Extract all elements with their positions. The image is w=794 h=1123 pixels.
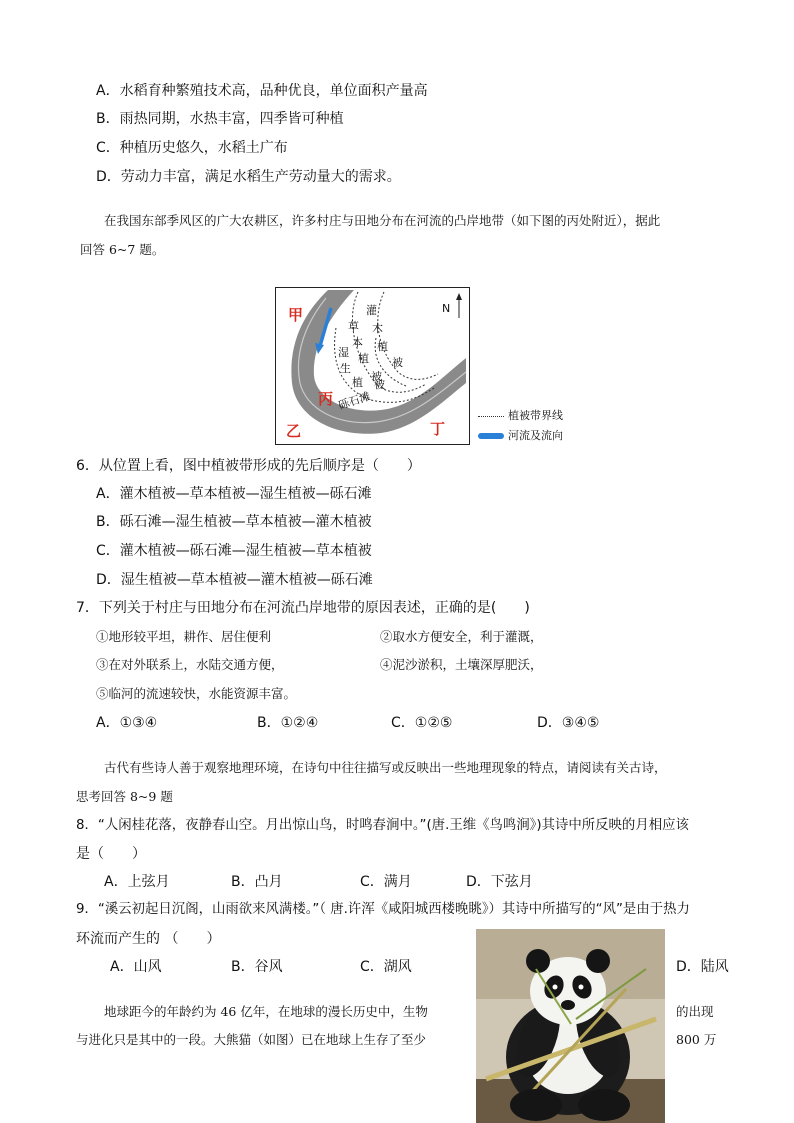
shrub-char-4: 被 — [392, 356, 403, 369]
wet-char-2: 生 — [340, 362, 351, 375]
q7-option-a: A．①③④ — [96, 715, 158, 731]
panda-illustration — [476, 929, 665, 1123]
herb-char-3: 植 — [358, 352, 369, 365]
intro-6-7-line2: 回答 6~7 题。 — [80, 242, 165, 257]
q9-stem-line2: 环流而产生的 （ ） — [76, 931, 221, 947]
q6-stem: 6．从位置上看，图中植被带形成的先后顺序是（ ） — [76, 458, 421, 474]
intro-6-7-line1: 在我国东部季风区的广大农耕区，许多村庄与田地分布在河流的凸岸地带（如下图的丙处附近），据此 — [104, 213, 661, 228]
shrub-char-2: 木 — [372, 322, 383, 335]
q7-stem: 7．下列关于村庄与田地分布在河流凸岸地带的原因表述，正确的是( ) — [76, 600, 530, 616]
q8-option-c: C．满月 — [360, 874, 412, 890]
herb-char-1: 草 — [348, 320, 359, 333]
legend-boundary — [478, 409, 563, 423]
q7-option-c: C．①②⑤ — [391, 715, 453, 731]
label-yi: 乙 — [286, 422, 302, 440]
legend-river — [478, 429, 563, 443]
wet-char-3: 植 — [352, 376, 363, 389]
intro-10-line2b: 800 万 — [676, 1032, 717, 1047]
q7-statement-2: ②取水方便安全，利于灌溉， — [380, 629, 543, 644]
q6-option-c: C．灌木植被—砾石滩—湿生植被—草本植被 — [96, 543, 372, 559]
boundary-line-1 — [352, 292, 426, 392]
q6-option-b: B．砾石滩—湿生植被—草本植被—灌木植被 — [96, 514, 372, 530]
wet-char-4: 被 — [374, 378, 385, 391]
q9-option-d: D．陆风 — [676, 959, 729, 975]
intro-10-line2a: 与进化只是其中的一段。大熊猫（如图）已在地球上生存了至少 — [76, 1032, 427, 1047]
shrub-char-3: 植 — [377, 340, 388, 353]
q8-option-b: B．凸月 — [231, 874, 283, 890]
q7-statement-5: ⑤临河的流速较快，水能资源丰富。 — [96, 686, 297, 701]
intro-10-line1b: 的出现 — [676, 1004, 714, 1019]
q6-option-a: A．灌木植被—草本植被—湿生植被—砾石滩 — [96, 486, 372, 502]
intro-8-9-line1: 古代有些诗人善于观察地理环境，在诗句中往往描写或反映出一些地理现象的特点，请阅读有关古诗， — [104, 760, 667, 775]
q8-stem-line2: 是（ ） — [76, 846, 146, 862]
herb-char-4: 被 — [371, 370, 382, 383]
q5-option-c: C．种植历史悠久，水稻土广布 — [96, 140, 288, 156]
legend-river-swatch — [478, 433, 504, 439]
label-ding: 丁 — [430, 420, 446, 438]
legend-boundary-swatch — [478, 416, 504, 417]
q6-option-d: D．湿生植被—草本植被—灌木植被—砾石滩 — [96, 572, 373, 588]
intro-10-line1a: 地球距今的年龄约为 46 亿年，在地球的漫长历史中，生物 — [104, 1004, 428, 1019]
intro-8-9-line2: 思考回答 8~9 题 — [76, 789, 173, 804]
q5-option-b: B．雨热同期，水热丰富，四季皆可种植 — [96, 111, 344, 127]
q7-statement-1: ①地形较平坦，耕作、居住便利 — [96, 629, 272, 644]
river-map-figure — [275, 287, 470, 445]
q9-option-b: B．谷风 — [231, 959, 283, 975]
shrub-char-1: 灌 — [366, 304, 377, 317]
wet-char-1: 湿 — [338, 346, 349, 359]
q9-stem-line1: 9．“溪云初起日沉阁，山雨欲来风满楼。”（ 唐.许浑《咸阳城西楼晚眺》）其诗中所描写的“风”是由于热力 — [76, 902, 690, 917]
legend-boundary-label: 植被带界线 — [508, 409, 563, 422]
label-jia: 甲 — [288, 306, 304, 324]
q9-option-c: C．湖风 — [360, 959, 412, 975]
q8-stem-line1: 8．“人闲桂花落，夜静春山空。月出惊山鸟，时鸣春涧中。”(唐.王维《鸟鸣涧》)其诗中所反映的月相应该 — [76, 818, 689, 833]
giant-panda-photo — [476, 929, 665, 1123]
label-bing: 丙 — [318, 390, 334, 408]
q9-option-a: A．山风 — [110, 959, 162, 975]
north-label: N — [442, 302, 451, 315]
gravel-label: 砾石滩 — [336, 389, 373, 413]
q5-option-a: A．水稻育种繁殖技术高，品种优良，单位面积产量高 — [96, 83, 428, 99]
q7-option-b: B．①②④ — [257, 715, 319, 731]
q7-option-d: D．③④⑤ — [537, 715, 600, 731]
boundary-line-2 — [378, 292, 438, 379]
q8-option-a: A．上弦月 — [104, 874, 170, 890]
q8-option-d: D．下弦月 — [466, 874, 533, 890]
herb-char-2: 本 — [352, 336, 363, 349]
q7-statement-3: ③在对外联系上，水陆交通方便， — [96, 657, 284, 672]
legend-river-label: 河流及流向 — [508, 429, 563, 442]
q7-statement-4: ④泥沙淤积，土壤深厚肥沃， — [380, 657, 543, 672]
q5-option-d: D．劳动力丰富，满足水稻生产劳动量大的需求。 — [96, 169, 401, 185]
